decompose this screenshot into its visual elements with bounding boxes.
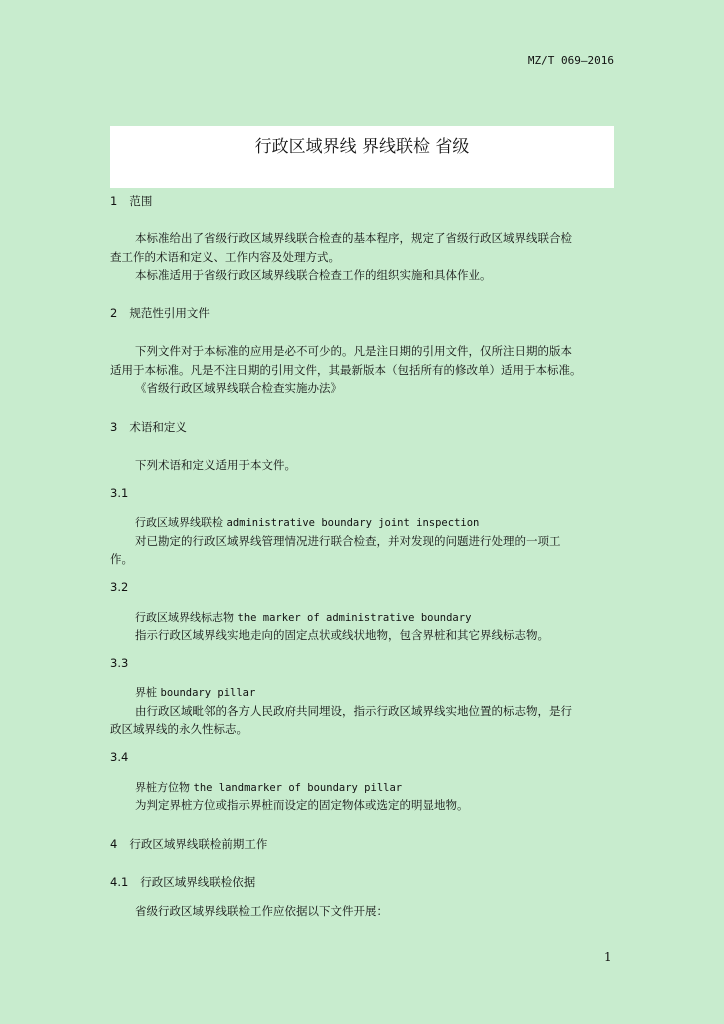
section-number: 1 — [110, 194, 118, 208]
page-number: 1 — [604, 950, 612, 964]
term-entry — [135, 684, 255, 700]
section-title: 范围 — [129, 194, 153, 208]
term-zh: 行政区域界线联检 — [135, 516, 223, 529]
term-en: the marker of administrative boundary — [237, 612, 472, 624]
term-entry — [135, 779, 402, 795]
section-number: 2 — [110, 306, 118, 320]
section-2-heading — [110, 305, 210, 321]
standard-code: MZ/T 069—2016 — [527, 54, 614, 67]
section-title: 行政区域界线联检前期工作 — [129, 837, 268, 851]
term-entry — [135, 609, 471, 625]
paragraph-line: 省级行政区域界线联检工作应依据以下文件开展： — [135, 904, 388, 918]
term-en: boundary pillar — [160, 687, 256, 699]
paragraph-line: 下列文件对于本标准的应用是必不可少的。凡是注日期的引用文件，仅所注日期的版本 — [135, 344, 572, 358]
definition-line: 对已勘定的行政区域界线管理情况进行联合检查，并对发现的问题进行处理的一项工 — [135, 534, 561, 548]
paragraph-line: 本标准给出了省级行政区域界线联合检查的基本程序，规定了省级行政区域界线联合检 — [135, 231, 572, 245]
section-title: 规范性引用文件 — [129, 306, 210, 320]
reference-doc: 《省级行政区域界线联合检查实施办法》 — [135, 381, 342, 395]
term-number: 3.3 — [110, 656, 129, 670]
term-zh: 界桩 — [135, 686, 157, 699]
section-number: 4 — [110, 837, 118, 851]
section-1-heading — [110, 193, 152, 209]
subsection-4-1-heading — [110, 874, 255, 890]
section-4-heading — [110, 836, 267, 852]
section-3-heading — [110, 419, 187, 435]
term-en: administrative boundary joint inspection — [226, 517, 480, 529]
subsection-number: 4.1 — [110, 875, 129, 889]
term-entry — [135, 514, 479, 530]
section-title: 术语和定义 — [129, 420, 187, 434]
definition-line: 由行政区域毗邻的各方人民政府共同埋设，指示行政区域界线实地位置的标志物，是行 — [135, 704, 572, 718]
paragraph-line: 下列术语和定义适用于本文件。 — [135, 458, 296, 472]
definition-line: 作。 — [110, 552, 133, 566]
term-number: 3.2 — [110, 580, 129, 594]
section-number: 3 — [110, 420, 118, 434]
definition-line: 政区域界线的永久性标志。 — [110, 722, 248, 736]
paragraph-line: 适用于本标准。凡是不注日期的引用文件，其最新版本（包括所有的修改单）适用于本标准。 — [110, 363, 582, 377]
term-number: 3.1 — [110, 486, 129, 500]
term-number: 3.4 — [110, 750, 129, 764]
definition-line: 为判定界桩方位或指示界桩而设定的固定物体或选定的明显地物。 — [135, 798, 469, 812]
term-en: the landmarker of boundary pillar — [193, 782, 403, 794]
document-title: 行政区域界线 界线联检 省级 — [254, 137, 470, 157]
term-zh: 行政区域界线标志物 — [135, 611, 234, 624]
term-zh: 界桩方位物 — [135, 781, 190, 794]
definition-line: 指示行政区域界线实地走向的固定点状或线状地物，包含界桩和其它界线标志物。 — [135, 628, 549, 642]
paragraph-line: 查工作的术语和定义、工作内容及处理方式。 — [110, 250, 340, 264]
subsection-title: 行政区域界线联检依据 — [140, 875, 256, 889]
title-box — [110, 126, 614, 188]
paragraph-line: 本标准适用于省级行政区域界线联合检查工作的组织实施和具体作业。 — [135, 268, 492, 282]
